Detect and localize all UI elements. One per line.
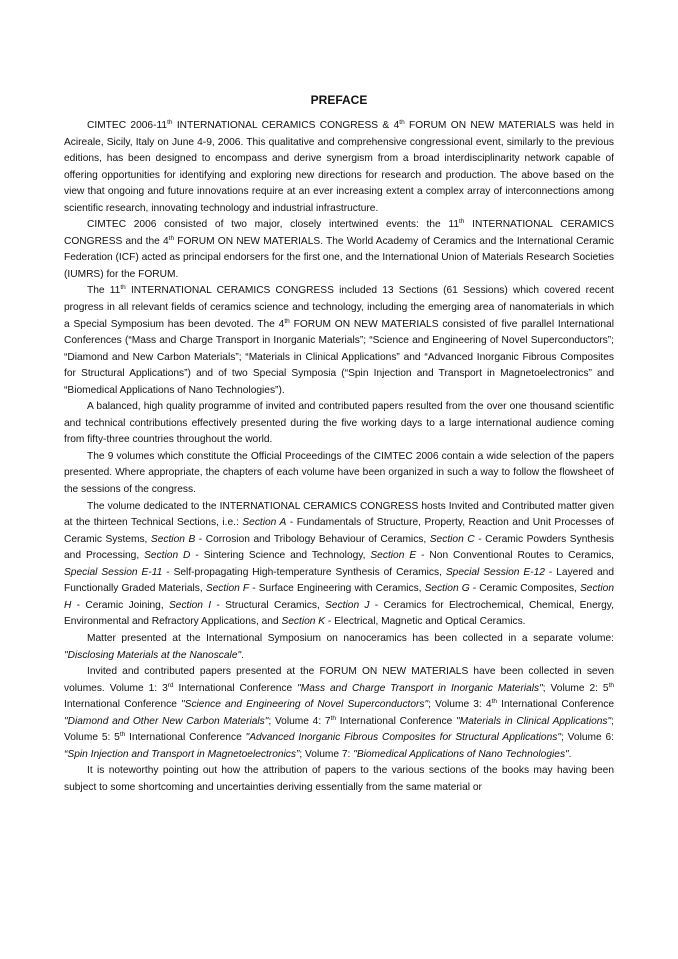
text-run: CIMTEC 2006 consisted of two major, closely intertwined events: the 11 <box>87 219 459 231</box>
section-label: Section G <box>424 583 470 595</box>
section-label: Section C <box>429 533 475 545</box>
superscript: th <box>330 714 337 722</box>
section-label: Section K <box>281 616 326 628</box>
volume-title: "Biomedical Applications of Nano Technologies" <box>353 748 569 760</box>
volume-title: "Materials in Clinical Applications" <box>456 715 612 727</box>
text-run: International Conference <box>64 699 182 711</box>
paragraph-forum-volumes <box>64 664 614 763</box>
text-run: - Self-propagating High-temperature Synthesis of Ceramics, <box>162 566 446 578</box>
superscript: th <box>120 284 126 292</box>
text-run: FORUM ON NEW MATERIALS consisted of five parallel International Conferences (“Mass and Charge Transport in Inorganic Materials”; “Science and Engineering of Novel Superconductors”; “Diamond and New Carbon Materials”; “Materials in Clinical Applications” and “Advanced Inorganic Fibrous Composites for Structural Applications”) and of two Special Symposia (“Spin Injection and Transport in Magnetoelectronics” and “Biomedical Applications of Nano Technologies”). <box>64 318 614 396</box>
text-run: International Conference <box>173 682 298 694</box>
volume-title: "Science and Engineering of Novel Superconductors" <box>181 699 429 711</box>
section-label: Section D <box>144 550 191 562</box>
section-label: Section I <box>168 599 212 611</box>
text-run: - Ceramic Powders Synthesis and Processing, <box>64 533 614 562</box>
text-run: INTERNATIONAL CERAMICS CONGRESS & 4 <box>172 120 400 131</box>
text-run: Invited and contributed papers presented at the FORUM ON NEW MATERIALS have been collected in seven volumes. Volume 1: 3 <box>64 666 614 694</box>
section-label: Section J <box>325 599 370 611</box>
superscript: th <box>119 731 126 739</box>
text-run: - Ceramic Composites, <box>469 583 580 595</box>
volume-title: "Disclosing Materials at the Nanoscale" <box>64 649 242 661</box>
text-run: . <box>568 748 572 760</box>
text-run: FORUM ON NEW MATERIALS. The World Academy of Ceramics and the International Ceramic Federation (ICF) acted as principal endorsers for the first one, and the International Union of Materials Research Societies (IUMRS) for the FORUM. <box>64 235 614 280</box>
document-page <box>64 92 614 796</box>
text-run: ; Volume 3: 4 <box>428 699 492 711</box>
text-run: - Sintering Science and Technology, <box>190 550 371 562</box>
text-run: FORUM ON NEW MATERIALS was held in Acireale, Sicily, Italy on June 4-9, 2006. This qualitative and comprehensive congressional event, similarly to the previous editions, has been designed to encompass and derive synergism from a broad interdisciplinarity network capable of offering opportunities for identifying and exploring new directions for research and production. The above based on the view that ongoing and future innovations require at an ever increasing extent a complex array of interconnections among scientific research, innovating technology and industrial infrastructure. <box>64 120 614 214</box>
volume-title: "Mass and Charge Transport in Inorganic Materials" <box>297 682 543 694</box>
text-run: CIMTEC 2006-11 <box>87 120 168 131</box>
superscript: th <box>284 317 290 325</box>
text-run: International Conference <box>496 699 615 711</box>
volume-title: “Spin Injection and Transport in Magnetoelectronics” <box>64 748 300 760</box>
page-title: PREFACE <box>310 93 368 107</box>
text-run: ; Volume 7: <box>299 748 354 760</box>
text-run: ; Volume 6: <box>560 732 615 744</box>
text-run: - Fundamentals of Structure, Property, Reaction and Unit Processes of Ceramic Systems, <box>64 517 615 545</box>
volume-title: "Advanced Inorganic Fibrous Composites for Structural Applications" <box>245 732 561 744</box>
text-run: - Corrosion and Tribology Behaviour of Ceramics, <box>195 533 430 545</box>
superscript: th <box>608 681 614 689</box>
text-run: INTERNATIONAL CERAMICS CONGRESS and the 4 <box>64 219 615 247</box>
section-label: Special Session E-11 <box>64 566 163 578</box>
text-run: INTERNATIONAL CERAMICS CONGRESS included 13 Sections (61 Sessions) which covered recent progress in all relevant fields of ceramics science and technology, including the emerging area of nanomaterials in which a Special Symposium has been devoted. The 4 <box>64 285 614 330</box>
text-run: The volume dedicated to the INTERNATIONAL CERAMICS CONGRESS hosts Invited and Contributed matter given at the thirteen Technical Sections, i.e.: <box>64 500 614 529</box>
paragraph-sections <box>64 499 614 631</box>
paragraph-nanoscale <box>64 631 614 664</box>
text-run: - Layered and Functionally Graded Materials, <box>64 566 614 595</box>
section-label: Section F <box>205 583 250 595</box>
paragraph-congress <box>64 283 614 399</box>
text-run: - Non Conventional Routes to Ceramics, <box>416 550 614 562</box>
text-run: - Electrical, Magnetic and Optical Ceramics. <box>325 616 526 628</box>
section-label: Section B <box>150 533 196 545</box>
text-run: - Structural Ceramics, <box>211 599 326 611</box>
paragraph-noteworthy: It is noteworthy pointing out how the attribution of papers to the various sections of the books may having been subject to some shortcoming and uncertainties deriving essentially from the same material or <box>64 765 614 793</box>
paragraph-programme: A balanced, high quality programme of invited and contributed papers resulted from the over one thousand scientific and technical contributions effectively presented during the five working days to a large international audience coming from fifty-three countries throughout the world. <box>64 401 614 446</box>
paragraph-intro <box>64 118 614 217</box>
text-run: The 11 <box>87 285 121 297</box>
section-label: Section H <box>64 583 614 611</box>
superscript: th <box>399 119 405 126</box>
paragraph-volumes: The 9 volumes which constitute the Official Proceedings of the CIMTEC 2006 contain a wide selection of the papers presented. Where appropriate, the chapters of each volume have been organized in such a way to follow the flowsheet of the sessions of the congress. <box>64 450 614 496</box>
text-run: Matter presented at the International Symposium on nanoceramics has been collected in a separate volume: <box>87 632 614 644</box>
superscript: rd <box>167 681 174 689</box>
text-run: ; Volume 5: 5 <box>64 715 614 744</box>
volume-title: "Diamond and Other New Carbon Materials" <box>64 715 269 727</box>
text-run: . <box>241 649 244 661</box>
section-label: Section E <box>370 550 417 562</box>
text-run: ; Volume 4: 7 <box>268 715 331 727</box>
text-run: - Ceramics for Electrochemical, Chemical, Energy, Environmental and Refractory Applications, and <box>64 599 614 628</box>
section-label: Section A <box>242 517 287 529</box>
paragraph-events <box>64 217 614 283</box>
superscript: th <box>168 234 175 242</box>
text-run: - Ceramic Joining, <box>71 599 169 611</box>
text-run: - Surface Engineering with Ceramics, <box>249 583 425 595</box>
text-run: ; Volume 2: 5 <box>542 682 609 694</box>
text-run: International Conference <box>336 715 457 727</box>
superscript: th <box>491 698 497 706</box>
superscript: th <box>167 119 173 126</box>
section-label: Special Session E-12 <box>445 566 545 578</box>
text-run: International Conference <box>125 732 246 744</box>
superscript: th <box>459 218 465 226</box>
